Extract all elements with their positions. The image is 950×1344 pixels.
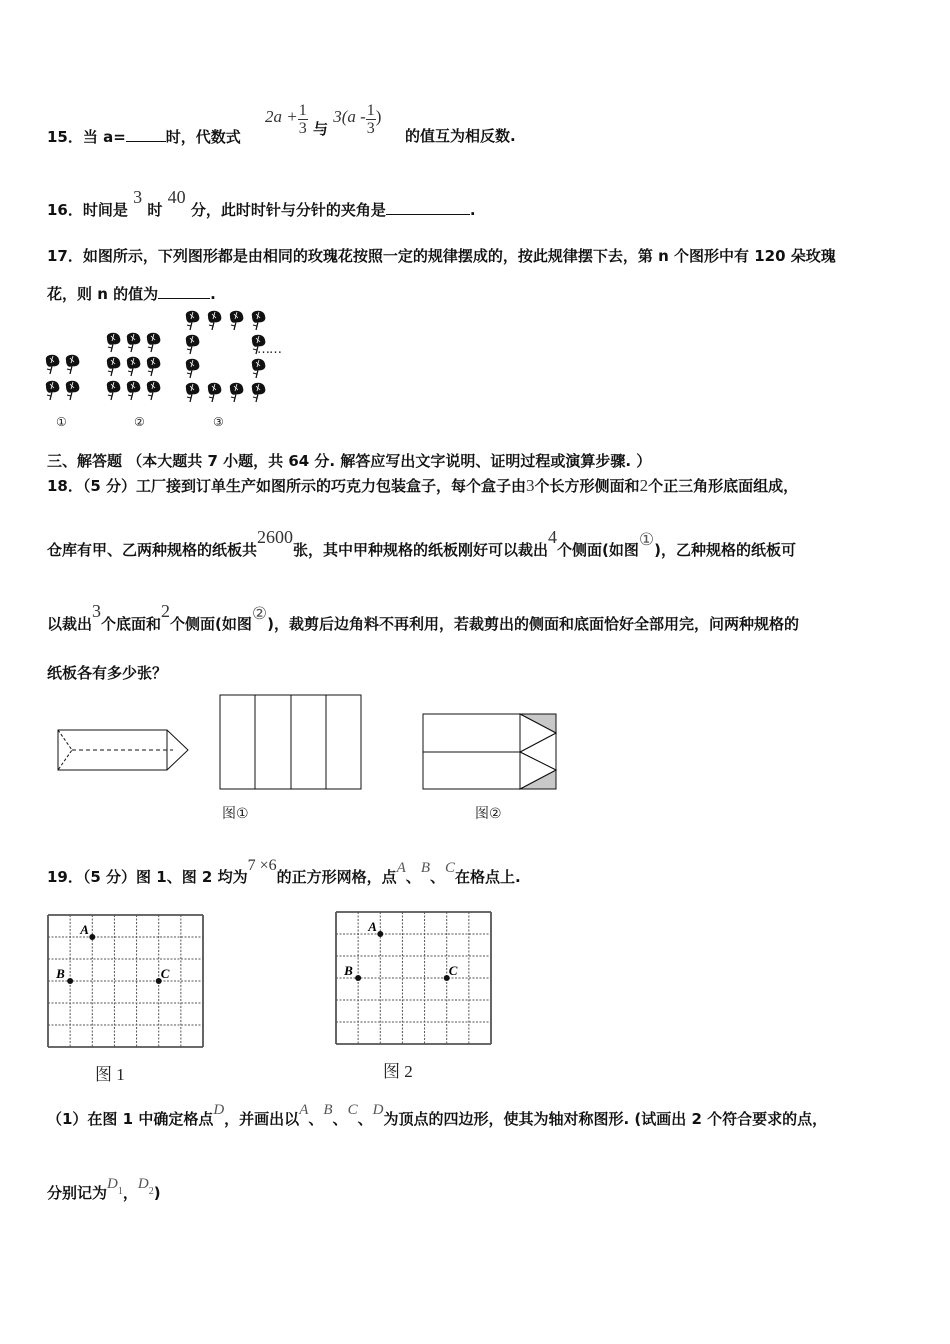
rose-icon <box>186 383 200 402</box>
section-heading: 三、解答题 （本大题共 7 小题，共 64 分. 解答应写出文字说明、证明过程或演算步骤. ） <box>47 452 652 470</box>
rose-icon <box>127 333 141 352</box>
figure-2-caption: 图② <box>475 806 502 822</box>
answer-blank[interactable] <box>158 283 210 299</box>
figure-label-1: ① <box>56 415 67 429</box>
q18-line3: 以裁出3个底面和2个侧面(如图②)，裁剪后边角料不再利用，若裁剪出的侧面和底面恰好全部用完，问两种规格的 <box>47 601 799 633</box>
rose-icon <box>127 381 141 400</box>
rose-icon <box>252 359 266 378</box>
rose-icon <box>107 357 121 376</box>
grid-caption-1: 图 1 <box>95 1065 125 1084</box>
rose-icon <box>230 311 244 330</box>
rose-icon <box>186 311 200 330</box>
q19-part1-line1: （1）在图 1 中确定格点D，并画出以A、B、C、D为顶点的四边形，使其为轴对称图形. (试画出 2 个符合要求的点， <box>47 1102 828 1128</box>
rose-icon <box>127 357 141 376</box>
q17-line2: 花，则 n 的值为 . <box>47 285 216 303</box>
grid-point-label-b: B <box>344 963 353 978</box>
figure-1-caption: 图① <box>222 806 249 822</box>
rose-icon <box>66 381 80 400</box>
answer-blank[interactable] <box>386 199 470 215</box>
rose-icon <box>186 335 200 354</box>
answer-blank[interactable] <box>126 126 166 142</box>
rose-icon <box>208 311 222 330</box>
grid-figure-1 <box>45 912 210 1052</box>
rose-icon <box>147 357 161 376</box>
grid-point-a <box>377 931 383 937</box>
grid-point-label-c: C <box>448 963 458 978</box>
rose-icon <box>46 381 60 400</box>
q15-expression: 2a + $\frac{1}{3}$ 与 3(a - $\frac{1}{3}$ ) <box>265 102 382 138</box>
grid-point-label-c: C <box>160 966 170 981</box>
rose-icon <box>66 355 80 374</box>
q15-tail: 的值互为相反数. <box>405 127 516 145</box>
q18-line2: 仓库有甲、乙两种规格的纸板共2600张，其中甲种规格的纸板刚好可以裁出4个侧面(如图①)，乙种规格的纸板可 <box>47 527 796 559</box>
grid-point-b <box>67 978 73 984</box>
grid-point-label-a: A <box>368 919 377 934</box>
grid-point-b <box>355 975 361 981</box>
rose-icon <box>46 355 60 374</box>
rose-icon <box>186 359 200 378</box>
continuation-dots: …… <box>257 342 281 357</box>
cardboard-b-figure <box>421 712 561 792</box>
rose-icon <box>147 381 161 400</box>
grid-point-label-b: B <box>56 966 65 981</box>
cardboard-a-figure <box>219 694 364 791</box>
q18-line1: 18．（5 分）工厂接到订单生产如图所示的巧克力包装盒子，每个盒子由3个长方形侧面和2个正三角形底面组成， <box>47 476 799 495</box>
rose-icon <box>252 383 266 402</box>
q19-line: 19．（5 分）图 1、图 2 均为7 ×6的正方形网格，点A、B、C在格点上. <box>47 857 521 886</box>
grid-point-label-a: A <box>80 922 89 937</box>
q15-line: 15．当 a= 时，代数式 <box>47 128 241 146</box>
rose-icon <box>230 383 244 402</box>
figure-label-3: ③ <box>213 415 224 429</box>
prism-box-figure <box>55 720 195 800</box>
q19-part1-line2: 分别记为$D^1$，$D^2$) <box>47 1176 161 1202</box>
rose-icon <box>208 383 222 402</box>
figure-label-2: ② <box>134 415 145 429</box>
q16-line: 16．时间是 3 时 40 分，此时时针与分针的夹角是 . <box>47 187 476 219</box>
rose-pattern-figure <box>40 310 360 430</box>
grid-caption-2: 图 2 <box>383 1062 413 1081</box>
grid-point-a <box>89 934 95 940</box>
rose-icon <box>107 333 121 352</box>
fraction-one-third-2: $\frac{1}{3}$ <box>366 102 375 137</box>
rose-icon <box>147 333 161 352</box>
rose-icon <box>107 381 121 400</box>
q18-line4: 纸板各有多少张？ <box>47 664 168 682</box>
grid-figure-2 <box>333 909 498 1049</box>
q17-line1: 17．如图所示，下列图形都是由相同的玫瑰花按照一定的规律摆成的，按此规律摆下去，第 n 个图形中有 120 朵玫瑰 <box>47 247 836 265</box>
fraction-one-third: $\frac{1}{3}$ <box>298 102 307 137</box>
rose-icon <box>252 311 266 330</box>
